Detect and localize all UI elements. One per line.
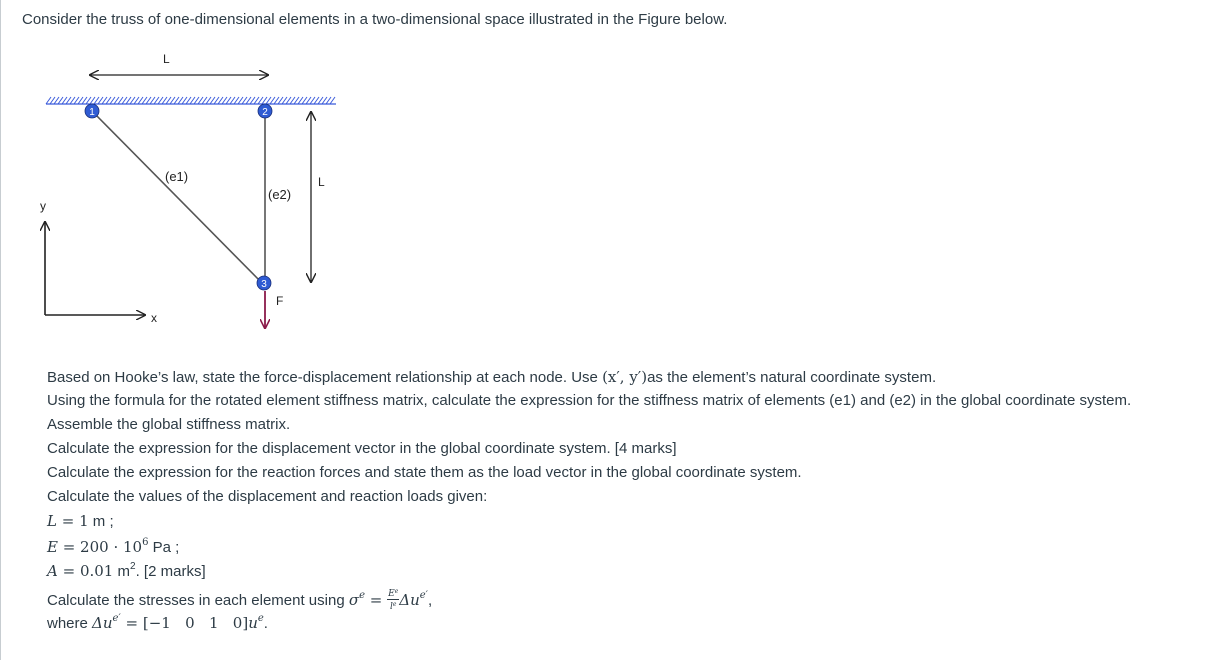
question-8: where $\Delta u^{e'} = [-1$ 0 1 $0]u^e$. xyxy=(47,613,268,632)
node-2 xyxy=(258,104,272,118)
node-3 xyxy=(257,276,271,290)
question-4: Calculate the expression for the displacement vector in the global coordinate system. [4 marks] xyxy=(47,440,677,457)
question-1: Based on Hooke’s law, state the force-displacement relationship at each node. Use (x′, y′)as the element’s natural coordinate system. xyxy=(47,368,937,386)
force-label: F xyxy=(276,294,284,308)
svg-text:2: 2 xyxy=(262,107,268,118)
given-length: L = 1 m ; xyxy=(47,512,114,530)
question-7: Calculate the stresses in each element using $\sigma^e$ = $\frac{E^e}{l^e}$ $\Delta u^{e'}$, xyxy=(47,588,433,612)
dimension-right-label: L xyxy=(318,175,325,189)
given-area: A = 0.01 $m^2$. [2 marks] xyxy=(47,561,206,580)
stress-fraction: $\frac{E^e}{l^e}$ xyxy=(388,588,399,612)
element-e1 xyxy=(92,111,262,283)
element-e1-label: (e1) xyxy=(165,169,189,184)
dimension-top-label: L xyxy=(163,52,170,66)
y-axis-label: y xyxy=(40,199,46,213)
question-5: Calculate the expression for the reaction forces and state them as the load vector in the global coordinate system. xyxy=(47,464,802,481)
question-6: Calculate the values of the displacement and reaction loads given: xyxy=(47,488,488,505)
question-3: Assemble the global stiffness matrix. xyxy=(47,416,291,433)
question-2: Using the formula for the rotated element stiffness matrix, calculate the expression for the stiffness matrix of elements (e1) and (e2) in the global coordinate system. xyxy=(47,392,1132,409)
ground-support xyxy=(46,97,336,104)
intro-text: Consider the truss of one-dimensional elements in a two-dimensional space illustrated in the Figure below. xyxy=(22,11,728,28)
element-e2-label: (e2) xyxy=(268,187,292,202)
x-axis-label: x xyxy=(151,311,157,325)
svg-text:1: 1 xyxy=(89,107,95,118)
given-modulus: $E = 200 \cdot 10^6$ Pa ; xyxy=(47,537,180,556)
node-1 xyxy=(85,104,99,118)
svg-text:3: 3 xyxy=(261,279,267,290)
